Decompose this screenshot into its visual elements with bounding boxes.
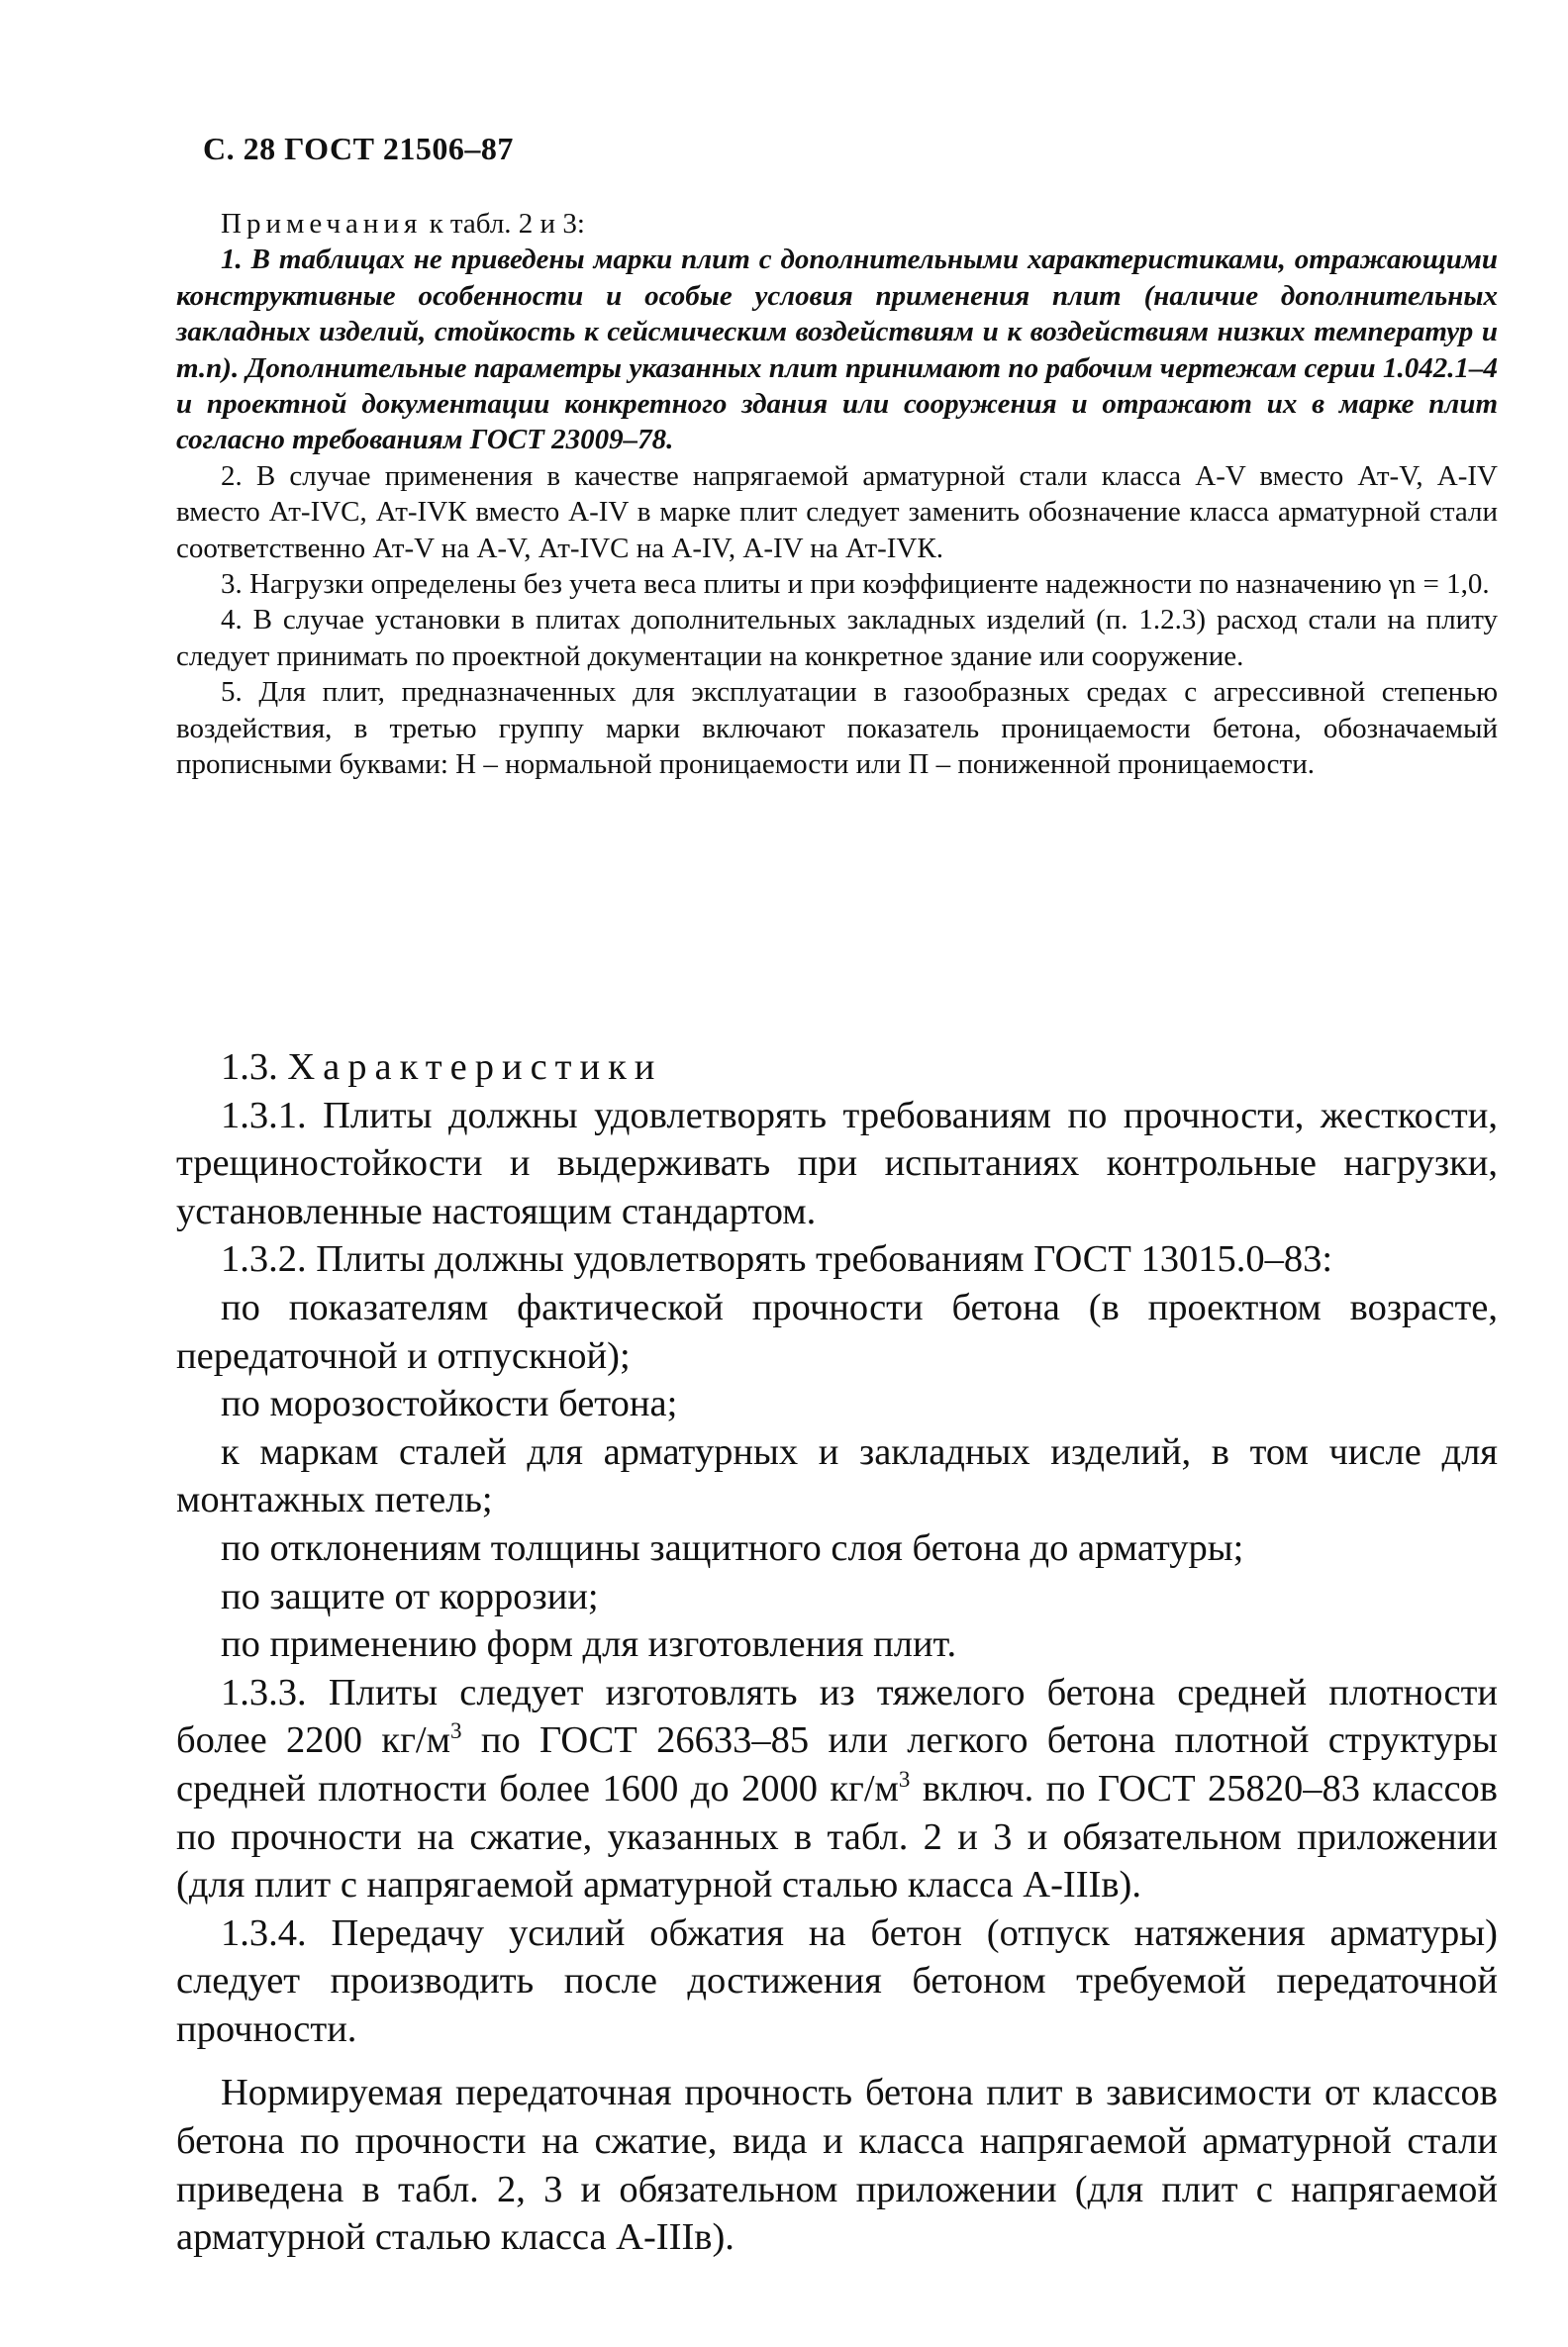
note-1: 1. В таблицах не приведены марки плит с дополнительными характеристиками, отражающими конструктивные особенности и особые условия применения плит (наличие дополнительных закладных изделий, стойкость к сейсмическим воздействиям и к воздействиям низких температур и т.п). Дополнительные параметры указанных плит принимают по рабочим чертежам серии 1.042.1–4 и проектной документации конкретного здания или сооружения и отражают их в марке плит согласно требованиям ГОСТ 23009–78. [176, 244, 1498, 456]
section-heading [176, 1043, 1498, 1092]
clause-1-3-3-part-c: включ. по ГОСТ 25820–83 классов по прочности на сжатие, указанных в табл. 2 и 3 и обязательном приложении (для плит с напрягаемой арматурной сталью класса А-IIIв). [176, 1767, 1498, 1907]
superscript-3: 3 [898, 1766, 911, 1793]
clause-1-3-3 [176, 1669, 1498, 1909]
note-3: 3. Нагрузки определены без учета веса плиты и при коэффициенте надежности по назначению γn = 1,0. [221, 568, 1490, 601]
requirement-item: по морозостойкости бетона; [221, 1383, 678, 1425]
clause-1-3-3-part-a: 1.3.3. Плиты следует изготовлять из тяжелого бетона средней плотности более 2200 кг/м [176, 1671, 1498, 1762]
requirement-item: к маркам сталей для арматурных и закладных изделий, в том числе для монтажных петель; [176, 1430, 1498, 1521]
section-number: 1.3. [221, 1046, 278, 1088]
clause-1-3-3-part-b: по ГОСТ 26633–85 или легкого бетона плотной структуры средней плотности более 1600 до 2000 кг/м [176, 1719, 1498, 1809]
notes-heading [176, 206, 1498, 242]
section-title: Характеристики [287, 1046, 663, 1088]
clause-1-3-4: 1.3.4. Передачу усилий обжатия на бетон (отпуск натяжения арматуры) следует производить после достижения бетоном требуемой передаточной прочности. [176, 1911, 1498, 2050]
table-notes [176, 206, 1498, 783]
requirement-item: по защите от коррозии; [221, 1575, 599, 1617]
requirement-item: по отклонениям толщины защитного слоя бетона до арматуры; [221, 1526, 1244, 1569]
note-2: 2. В случае применения в качестве напрягаемой арматурной стали класса А-V вместо Ат-V, А-IV вместо Ат-IVС, Ат-IVК вместо А-IV в марке плит следует заменить обозначение класса арматурной стали соответственно Ат-V на А-V, Ат-IVС на А-IV, А-IV на Ат-IVК. [176, 459, 1498, 564]
notes-heading-word: Примечания [221, 208, 423, 240]
note-5: 5. Для плит, предназначенных для эксплуатации в газообразных средах с агрессивной степенью воздействия, в третью группу марки включают показатель проницаемости бетона, обозначаемый прописными буквами: Н – нормальной проницаемости или П – пониженной проницаемости. [176, 676, 1498, 781]
clause-1-3-2: 1.3.2. Плиты должны удовлетворять требованиям ГОСТ 13015.0–83: [221, 1238, 1333, 1281]
requirement-item: по показателям фактической прочности бетона (в проектном возрасте, передаточной и отпускной); [176, 1286, 1498, 1377]
note-4: 4. В случае установки в плитах дополнительных закладных изделий (п. 1.2.3) расход стали на плиту следует принимать по проектной документации на конкретное здание или сооружение. [176, 604, 1498, 672]
requirement-item: по применению форм для изготовления плит. [221, 1623, 957, 1666]
page-header: С. 28 ГОСТ 21506–87 [203, 131, 514, 166]
transfer-strength-paragraph: Нормируемая передаточная прочность бетона плит в зависимости от классов бетона по прочности на сжатие, вида и класса напрягаемой арматурной стали приведена в табл. 2, 3 и обязательном приложении (для плит с напрягаемой арматурной сталью класса А-IIIв). [176, 2072, 1498, 2259]
section-1-3 [176, 1043, 1498, 2262]
notes-heading-rest: к табл. 2 и 3: [422, 208, 585, 240]
clause-1-3-1: 1.3.1. Плиты должны удовлетворять требованиям по прочности, жесткости, трещиностойкости и выдерживать при испытаниях контрольные нагрузки, установленные настоящим стандартом. [176, 1094, 1498, 1232]
superscript-3: 3 [449, 1717, 462, 1744]
